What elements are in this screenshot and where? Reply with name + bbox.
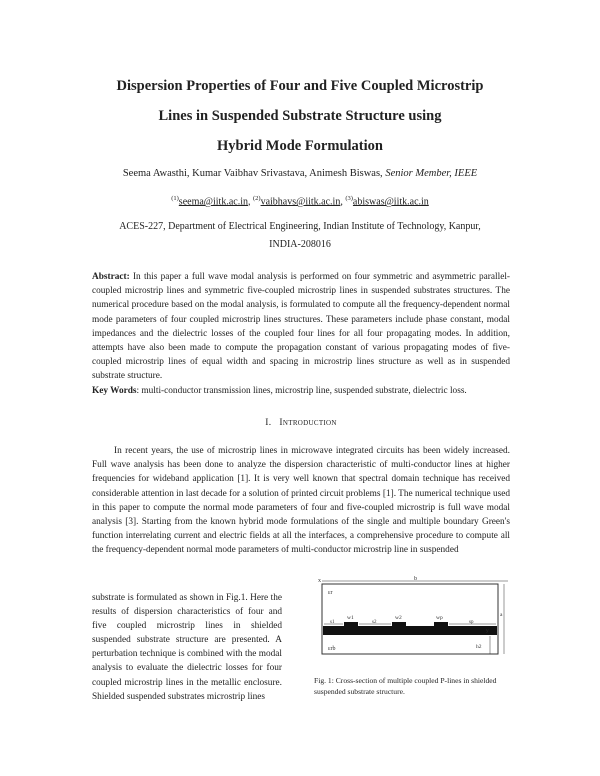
- intro-text-1: In recent years, the use of microstrip lines in microwave integrated circuits has been widely increased. Full wave analysis has been done to analyze the dispersion characteristic of multi-conductor lines at higher frequencies for wideband application [1]. It is very well known that spectral domain technique has received considerable attention in last decade for a solution of printed circuit problems [1]. The numerical technique used in this paper to compute the normal mode parameters of four and five-coupled microstrip is full wave modal analysis [3]. Starting from the known hybrid mode formulations of the single and multiple boundary Green's function interrelating current and electric fields at all the interfaces, a comprehensive procedure to compute all the frequency-dependent normal mode parameters of multi-conductor microstrip line in suspended: [92, 446, 510, 556]
- paper-title: [60, 71, 540, 161]
- abstract-text: In this paper a full wave modal analysis is performed on four symmetric and asymmetric parallel-coupled microstrip lines and symmetric five-coupled microstrip lines in suspended substrates structures. The numerical procedure based on the modal analysis, is formulated to compute all the frequency-dependent normal mode parameters of four coupled microstrip lines structures. These parameters include phase constant, modal impedances and the dielectric losses of the coupled four lines for all four propagating modes. In addition, attempts have also been made to compute the propagation constant of various propagating modes of five-coupled microstrip lines of equal width and spacing in microstrip lines structure as well as in suspended substrate structure.: [92, 272, 510, 382]
- section-heading-introduction: [92, 418, 510, 428]
- email-sup-3: (3): [345, 195, 353, 202]
- affiliation-line-1: ACES-227, Department of Electrical Engineering, Indian Institute of Technology, Kanpur,: [119, 221, 481, 232]
- title-line-3: Hybrid Mode Formulation: [217, 138, 383, 154]
- abstract: [92, 270, 510, 384]
- strip-2: [392, 622, 406, 626]
- email-link-2[interactable]: vaibhavs@iitk.ac.in: [260, 196, 341, 208]
- cross-section-figure: [314, 576, 510, 656]
- email-link-3[interactable]: abiswas@iitk.ac.in: [352, 196, 429, 208]
- label-w1: w1: [347, 615, 354, 621]
- label-sp: sp: [469, 620, 474, 625]
- title-line-1: Dispersion Properties of Four and Five Coupled Microstrip: [116, 78, 484, 94]
- author-membership: Senior Member, IEEE: [385, 168, 478, 179]
- email-sup-2: (2): [252, 195, 261, 202]
- label-a: a: [500, 612, 503, 618]
- affiliation: [90, 218, 510, 254]
- label-wp: wp: [436, 615, 443, 621]
- title-line-2: Lines in Suspended Substrate Structure using: [158, 108, 442, 124]
- label-w2: w2: [395, 615, 402, 621]
- strip-1: [344, 622, 358, 626]
- section-title: Introduction: [279, 418, 337, 428]
- label-y: y: [486, 628, 489, 634]
- label-x: x: [318, 578, 321, 584]
- figure-caption: Fig. 1: Cross-section of multiple coupled P-lines in shielded suspended substrate structure.: [314, 676, 497, 696]
- affiliation-line-2: INDIA-208016: [269, 239, 331, 250]
- label-er: εr: [328, 590, 333, 596]
- intro-paragraph: [92, 444, 510, 558]
- strip-p: [434, 622, 448, 626]
- author-list: [60, 168, 540, 179]
- keywords-label: Key Words: [92, 386, 137, 396]
- keywords: [92, 384, 510, 398]
- label-b: b: [414, 576, 417, 582]
- author-names: Seema Awasthi, Kumar Vaibhav Srivastava, Animesh Biswas,: [122, 168, 386, 179]
- label-s1: s1: [330, 620, 335, 625]
- abstract-label: Abstract:: [92, 272, 130, 282]
- author-emails: $^{(1)}$seema@iitk.ac.in, $^{(2)}$vaibhavs@iitk.ac.in, $^{(3)}$abiswas@iitk.ac.in: [171, 195, 429, 208]
- email-link-1[interactable]: seema@iitk.ac.in: [178, 196, 248, 208]
- substrate-layer: [323, 626, 497, 635]
- section-number: I.: [265, 418, 272, 428]
- intro-text-2: substrate is formulated as shown in Fig.1. Here the results of dispersion characteristics of four and five coupled microstrip lines in shielded suspended substrate structure are presented. A perturbation technique is combined with the modal analysis to evaluate the dielectric losses for four coupled microstrip lines in the metallic enclosure. Shielded suspended substrates microstrip lines: [92, 593, 282, 702]
- email-sup-1: (1): [171, 195, 179, 202]
- label-s2: s2: [372, 620, 377, 625]
- intro-left-column: [92, 591, 282, 704]
- label-erb: εrb: [328, 646, 336, 652]
- keywords-text: : multi-conductor transmission lines, microstrip line, suspended substrate, dielectric loss.: [136, 386, 467, 396]
- label-h2: h2: [476, 644, 482, 650]
